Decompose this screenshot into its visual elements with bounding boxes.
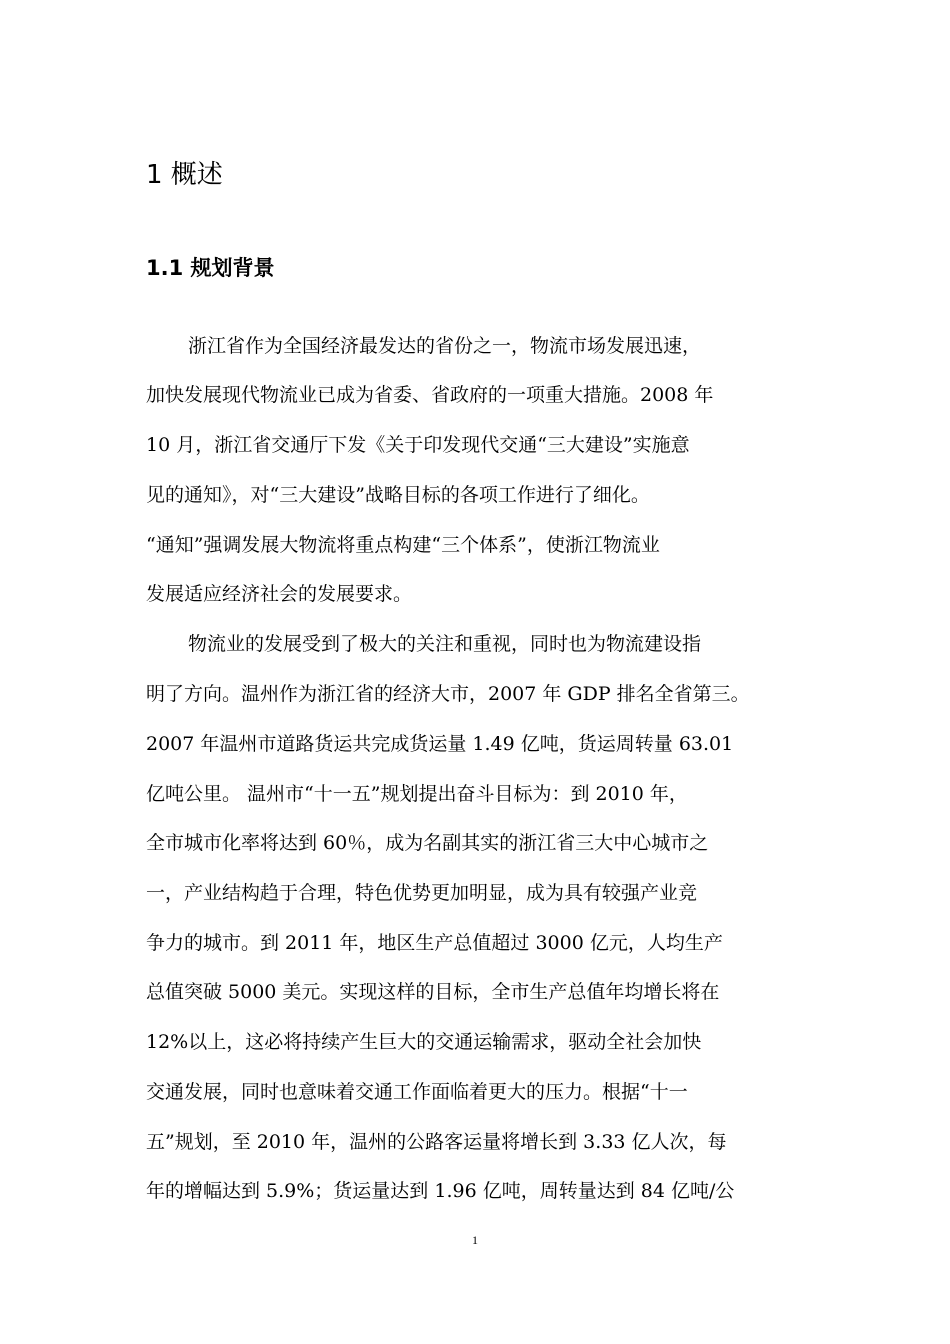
paragraph-line: 10 月，浙江省交通厅下发《关于印发现代交通“三大建设”实施意: [146, 434, 690, 456]
paragraph-line: 一，产业结构趋于合理，特色优势更加明显，成为具有较强产业竞: [146, 882, 698, 904]
paragraph-line: 12%以上，这必将持续产生巨大的交通运输需求，驱动全社会加快: [146, 1031, 702, 1053]
section-heading: 1 概述: [146, 160, 223, 190]
paragraph-line: 加快发展现代物流业已成为省委、省政府的一项重大措施。2008 年: [146, 384, 714, 406]
paragraph-line: 争力的城市。到 2011 年，地区生产总值超过 3000 亿元，人均生产: [146, 932, 723, 954]
paragraph-line: 见的通知》，对“三大建设”战略目标的各项工作进行了细化。: [146, 484, 650, 506]
paragraph-line: 浙江省作为全国经济最发达的省份之一，物流市场发展迅速，: [188, 335, 702, 357]
paragraph-line: 发展适应经济社会的发展要求。: [146, 583, 413, 605]
paragraph-line: 交通发展，同时也意味着交通工作面临着更大的压力。根据“十一: [146, 1081, 688, 1103]
paragraph-line: 全市城市化率将达到 60％，成为名副其实的浙江省三大中心城市之: [146, 832, 709, 854]
paragraph-line: 明了方向。温州作为浙江省的经济大市，2007 年 GDP 排名全省第三。: [146, 683, 750, 705]
paragraph-line: 五”规划，至 2010 年，温州的公路客运量将增长到 3.33 亿人次，每: [146, 1131, 727, 1153]
subsection-heading: 1.1 规划背景: [146, 256, 275, 280]
page-number: 1: [472, 1233, 478, 1247]
paragraph-line: 年的增幅达到 5.9%；货运量达到 1.96 亿吨，周转量达到 84 亿吨/公: [146, 1180, 735, 1202]
paragraph-line: 亿吨公里。 温州市“十一五”规划提出奋斗目标为：到 2010 年，: [146, 783, 688, 805]
paragraph-line: 总值突破 5000 美元。实现这样的目标，全市生产总值年均增长将在: [146, 981, 720, 1003]
paragraph-line: “通知”强调发展大物流将重点构建“三个体系”，使浙江物流业: [146, 534, 660, 556]
paragraph-line: 2007 年温州市道路货运共完成货运量 1.49 亿吨，货运周转量 63.01: [146, 733, 734, 755]
paragraph-line: 物流业的发展受到了极大的关注和重视，同时也为物流建设指: [188, 633, 702, 655]
